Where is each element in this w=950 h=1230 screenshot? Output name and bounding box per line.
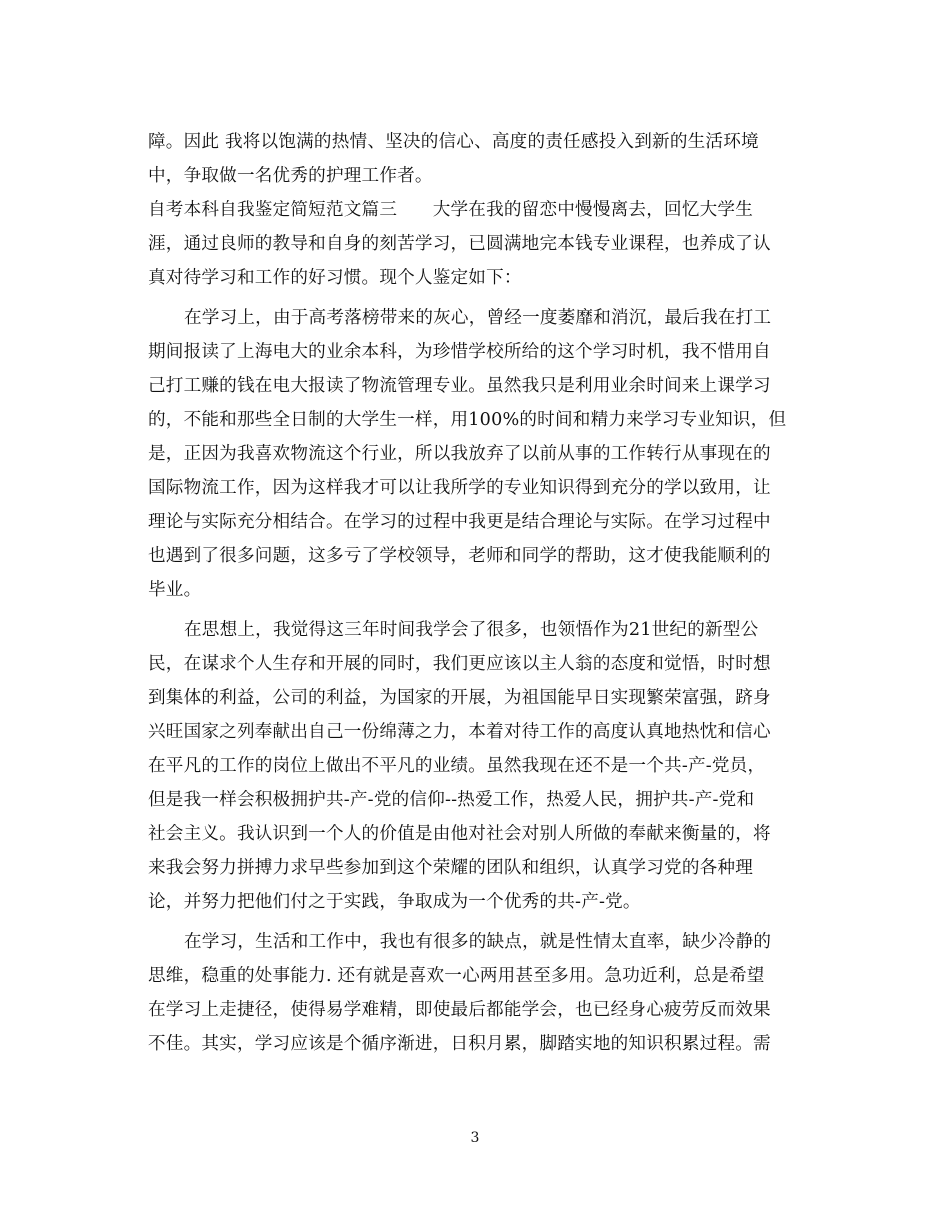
text-line: 己打工赚的钱在电大报读了物流管理专业。虽然我只是利用业余时间来上课学习 (148, 376, 771, 396)
text-line: 思维，稳重的处事能力. 还有就是喜欢一心两用甚至多用。急功近利，总是希望 (148, 966, 765, 986)
text-line: 理论与实际充分相结合。在学习的过程中我更是结合理论与实际。在学习过程中 (148, 512, 771, 532)
text-line: 民，在谋求个人生存和开展的同时，我们更应该以主人翁的态度和觉悟，时时想 (148, 654, 771, 674)
text-line: 到集体的利益，公司的利益，为国家的开展，为祖国能早日实现繁荣富强，跻身 (148, 688, 771, 708)
text-line: 论，并努力把他们付之于实践，争取成为一个优秀的共-产-党。 (148, 892, 641, 912)
text-line: 国际物流工作，因为这样我才可以让我所学的专业知识得到充分的学以致用，让 (148, 478, 771, 498)
text-line: 来我会努力拼搏力求早些参加到这个荣耀的团队和组织，认真学习党的各种理 (148, 858, 753, 878)
text-line: 在学习上走捷径，使得易学难精，即使最后都能学会，也已经身心疲劳反而效果 (148, 1000, 771, 1020)
text-line: 社会主义。我认识到一个人的价值是由他对社会对别人所做的奉献来衡量的，将 (148, 824, 771, 844)
text-line: 中，争取做一名优秀的护理工作者。 (148, 166, 433, 186)
page-number: 3 (470, 1130, 480, 1146)
text-line: 的，不能和那些全日制的大学生一样，用100%的时间和精力来学习专业知识，但 (148, 410, 787, 430)
text-line: 但是我一样会积极拥护共-产-党的信仰--热爱工作，热爱人民，拥护共-产-党和 (148, 790, 755, 810)
text-line: 兴旺国家之列奉献出自己一份绵薄之力，本着对待工作的高度认真地热忱和信心 (148, 722, 771, 742)
section-heading-line: 自考本科自我鉴定简短范文篇三 大学在我的留恋中慢慢离去，回忆大学生 (148, 200, 753, 220)
document-body (148, 125, 808, 1061)
paragraph-start-line: 在学习，生活和工作中，我也有很多的缺点，就是性情太直率，缺少冷静的 (184, 932, 772, 952)
text-line: 也遇到了很多问题，这多亏了学校领导，老师和同学的帮助，这才使我能顺利的 (148, 546, 771, 566)
text-line: 是，正因为我喜欢物流这个行业，所以我放弃了以前从事的工作转行从事现在的 (148, 444, 771, 464)
text-line: 毕业。 (148, 580, 202, 600)
text-line: 真对待学习和工作的好习惯。现个人鉴定如下： (148, 268, 522, 288)
text-line: 不佳。其实，学习应该是个循序渐进，日积月累，脚踏实地的知识积累过程。需 (148, 1034, 771, 1054)
text-line: 期间报读了上海电大的业余本科，为珍惜学校所给的这个学习时机，我不惜用自 (148, 342, 771, 362)
text-line: 涯，通过良师的教导和自身的刻苦学习，已圆满地完本钱专业课程，也养成了认 (148, 234, 771, 254)
paragraph-start-line: 在学习上，由于高考落榜带来的灰心，曾经一度萎靡和消沉，最后我在打工 (184, 308, 772, 328)
text-line: 障。因此 我将以饱满的热情、坚决的信心、高度的责任感投入到新的生活环境 (148, 132, 759, 152)
paragraph-start-line: 在思想上，我觉得这三年时间我学会了很多，也领悟作为21世纪的新型公 (184, 620, 759, 640)
text-line: 在平凡的工作的岗位上做出不平凡的业绩。虽然我现在还不是一个共-产-党员， (148, 756, 766, 776)
